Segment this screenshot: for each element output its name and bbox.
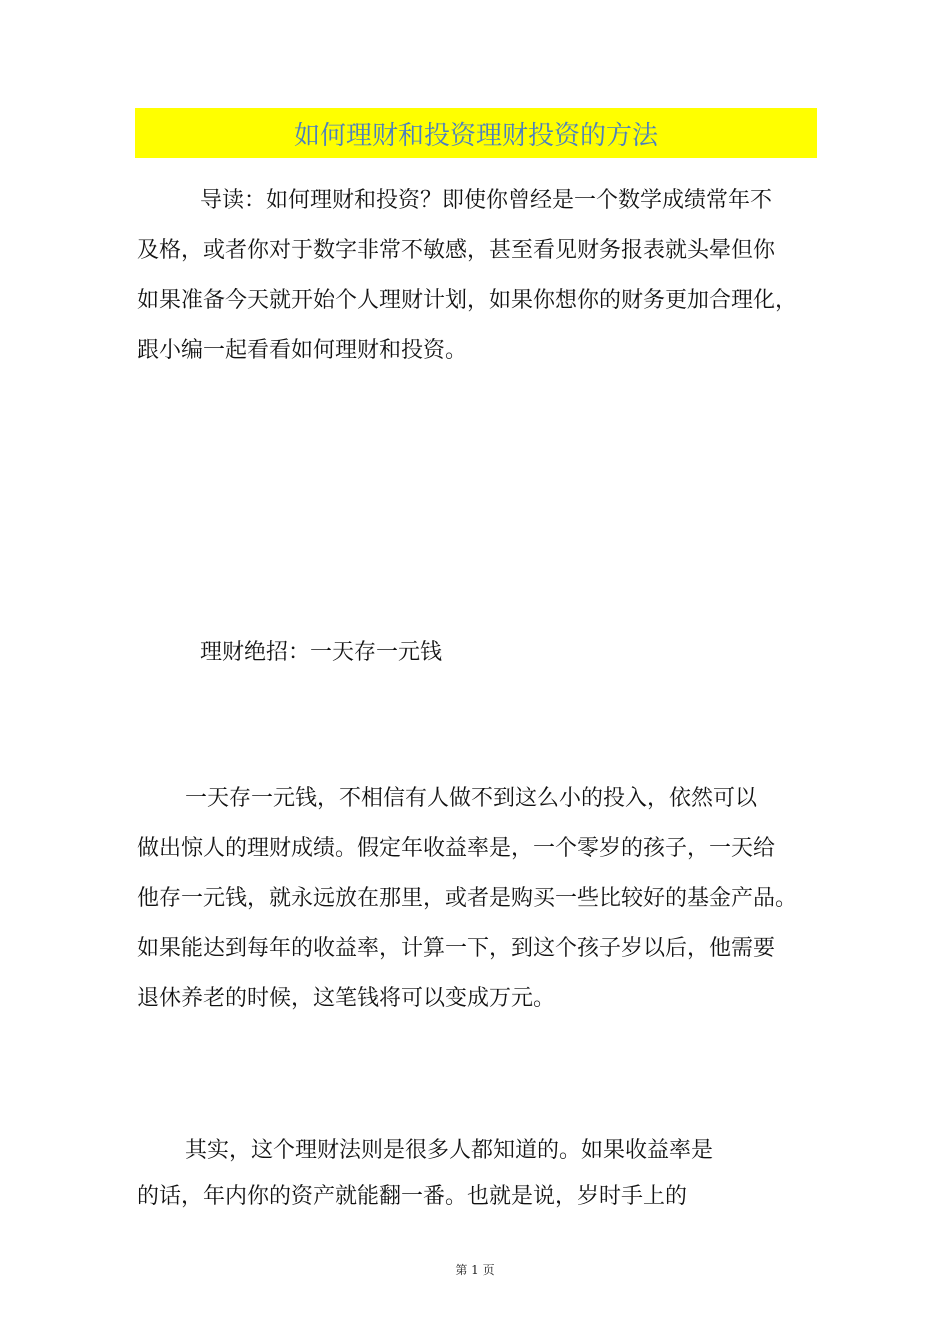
intro-line-2: 及格，或者你对于数字非常不敏感，甚至看见财务报表就头晕但你: [137, 238, 776, 263]
paragraph2-line-1: 其实，这个理财法则是很多人都知道的。如果收益率是: [185, 1138, 714, 1163]
paragraph1-line-3: 他存一元钱，就永远放在那里，或者是购买一些比较好的基金产品。: [137, 886, 798, 911]
section-heading: 理财绝招：一天存一元钱: [200, 640, 443, 665]
intro-line-1: 导读：如何理财和投资？即使你曾经是一个数学成绩常年不: [200, 188, 773, 213]
document-title: 如何理财和投资理财投资的方法: [293, 120, 658, 151]
intro-line-3: 如果准备今天就开始个人理财计划，如果你想你的财务更加合理化，: [137, 288, 798, 313]
paragraph1-line-4: 如果能达到每年的收益率，计算一下，到这个孩子岁以后，他需要: [137, 936, 776, 961]
title-highlight-bar: [135, 108, 817, 158]
intro-line-4: 跟小编一起看看如何理财和投资。: [137, 338, 468, 363]
paragraph2-line-2: 的话，年内你的资产就能翻一番。也就是说，岁时手上的: [137, 1184, 688, 1209]
paragraph1-line-2: 做出惊人的理财成绩。假定年收益率是，一个零岁的孩子，一天给: [137, 836, 776, 861]
paragraph1-line-5: 退休养老的时候，这笔钱将可以变成万元。: [137, 986, 556, 1011]
paragraph1-line-1: 一天存一元钱，不相信有人做不到这么小的投入，依然可以: [185, 786, 758, 811]
page-number: 第 1 页: [455, 1263, 495, 1277]
